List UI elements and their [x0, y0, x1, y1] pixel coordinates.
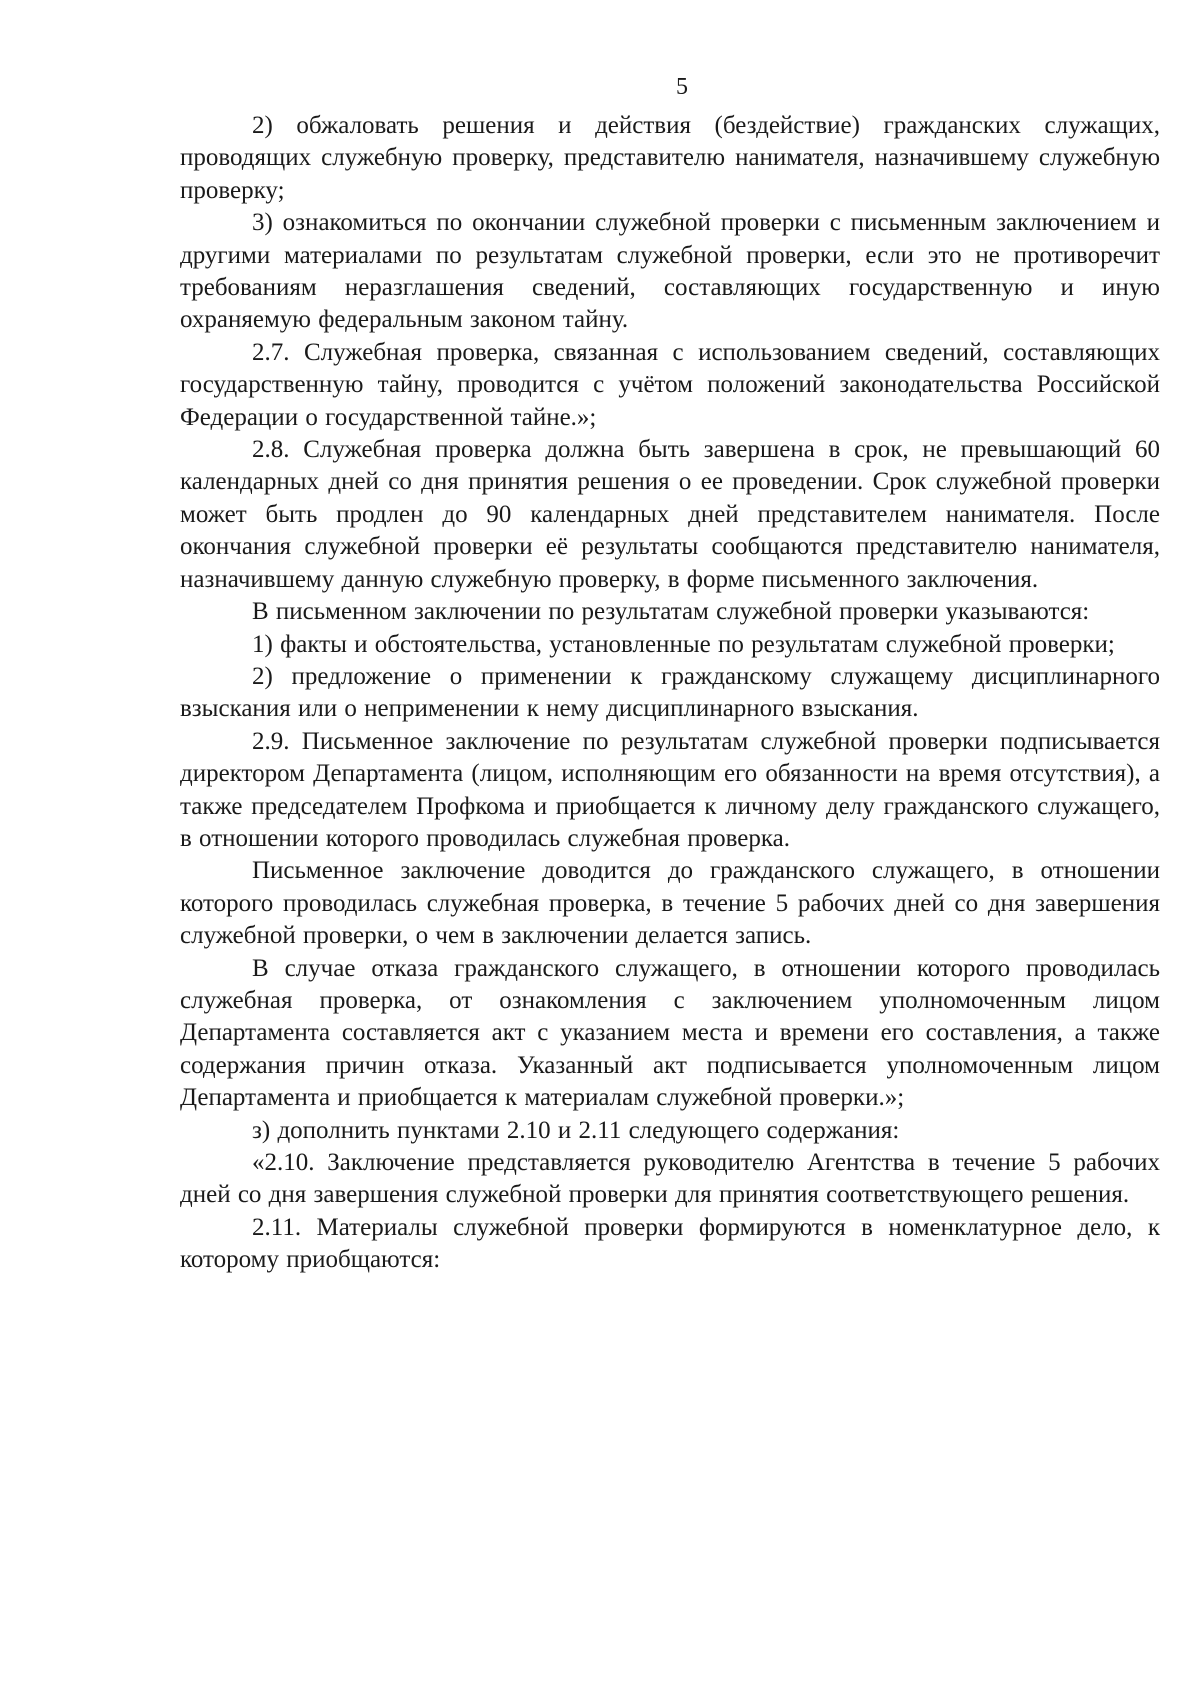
page-number: 5: [676, 74, 688, 100]
paragraph-2-11: 2.11. Материалы служебной проверки формируются в номенклатурное дело, к которому приобщаются:: [180, 1213, 1160, 1274]
paragraph-disciplinary-proposal: 2) предложение о применении к гражданскому служащему дисциплинарного взыскания или о неприменении к нему дисциплинарного взыскания.: [180, 662, 1160, 723]
paragraph-conclusion-contents: В письменном заключении по результатам служебной проверки указываются:: [252, 598, 1090, 626]
paragraph-2-8: 2.8. Служебная проверка должна быть завершена в срок, не превышающий 60 календарных дней со дня принятия решения о ее проведении. Срок служебной проверки может быть продлен до 90 календарных дней представителем нанимателя. После окончания служебной проверки её результаты сообщаются представителю нанимателя, назначившему данную служебную проверку, в форме письменного заключения.: [180, 436, 1160, 593]
paragraph-2-7: 2.7. Служебная проверка, связанная с использованием сведений, составляющих государственную тайну, проводится с учётом положений законодательства Российской Федерации о государственной тайне.»;: [180, 338, 1160, 431]
paragraph-conclusion-delivery: Письменное заключение доводится до гражданского служащего, в отношении которого проводилась служебная проверка, в течение 5 рабочих дней со дня завершения служебной проверки, о чем в заключении делается запись.: [180, 857, 1160, 950]
paragraph-appeal-decisions: 2) обжаловать решения и действия (бездействие) гражданских служащих, проводящих служебную проверку, представителю нанимателя, назначившему служебную проверку;: [180, 112, 1160, 204]
paragraph-review-materials: 3) ознакомиться по окончании служебной проверки с письменным заключением и другими материалами по результатам служебной проверки, если это не противоречит требованиям неразглашения сведений, составляющих государственную и иную охраняемую федеральным законом тайну.: [180, 209, 1160, 334]
paragraph-refusal-act: В случае отказа гражданского служащего, в отношении которого проводилась служебная проверка, от ознакомления с заключением уполномоченным лицом Департамента составляется акт с указанием места и времени его составления, а также содержания причин отказа. Указанный акт подписывается уполномоченным лицом Департамента и приобщается к материалам служебной проверки.»;: [180, 954, 1160, 1112]
paragraph-2-10: «2.10. Заключение представляется руководителю Агентства в течение 5 рабочих дней со дня завершения служебной проверки для принятия соответствующего решения.: [180, 1149, 1160, 1209]
document-page: [180, 70, 1160, 1277]
paragraph-amendment-z: з) дополнить пунктами 2.10 и 2.11 следующего содержания:: [252, 1116, 900, 1144]
paragraph-facts-circumstances: 1) факты и обстоятельства, установленные по результатам служебной проверки;: [252, 630, 1115, 658]
paragraph-2-9: 2.9. Письменное заключение по результатам служебной проверки подписывается директором Департамента (лицом, исполняющим его обязанности на время отсутствия), а также председателем Профкома и приобщается к личному делу гражданского служащего, в отношении которого проводилась служебная проверка.: [180, 727, 1160, 852]
